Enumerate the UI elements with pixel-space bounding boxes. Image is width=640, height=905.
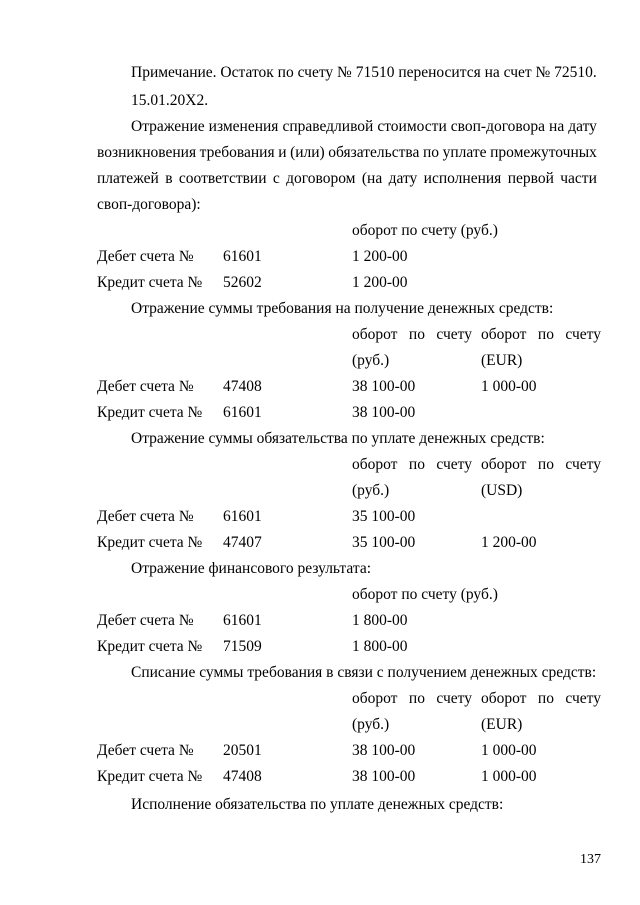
s2-debit-account: 47408 [223, 378, 262, 395]
word: счету [436, 326, 472, 343]
word: (или) [290, 144, 325, 161]
word: счету [565, 456, 601, 473]
s3-unit-rub: (руб.) [352, 482, 390, 499]
word: счету [565, 326, 601, 343]
word: по [537, 690, 554, 707]
word: части [560, 170, 597, 187]
word: по [408, 326, 425, 343]
s2-header-currency [481, 326, 601, 344]
word: промежуточных [490, 144, 597, 161]
s2-credit-rub: 38 100-00 [352, 404, 416, 421]
s5-header-currency [481, 690, 601, 708]
s1-para-last: своп-договора): [97, 196, 201, 213]
s2-debit-label: Дебет счета № [97, 378, 194, 395]
word: дату [568, 118, 597, 135]
word: дату [388, 170, 418, 187]
s5-debit-account: 20501 [223, 742, 262, 759]
word: (на [361, 170, 383, 187]
s5-debit-currency: 1 000-00 [481, 742, 537, 759]
s4-debit-label: Дебет счета № [97, 612, 194, 629]
word: первой [507, 170, 554, 187]
s3-debit-label: Дебет счета № [97, 508, 194, 525]
s5-credit-label: Кредит счета № [97, 768, 203, 785]
s3-debit-account: 61601 [223, 508, 262, 525]
s4-heading: Отражение финансового результата: [131, 560, 372, 577]
word: обязательства [328, 144, 420, 161]
s3-header-currency [481, 456, 601, 474]
s5-unit-rub: (руб.) [352, 716, 390, 733]
s3-credit-rub: 35 100-00 [352, 534, 416, 551]
word: уплате [442, 144, 487, 161]
word: справедливой [282, 118, 374, 135]
s6-heading: Исполнение обязательства по уплате денежных средств: [131, 796, 504, 813]
s1-credit-rub: 1 200-00 [352, 274, 408, 291]
word: оборот [481, 690, 527, 707]
s4-column-header: оборот по счету (руб.) [352, 586, 498, 603]
s5-debit-rub: 38 100-00 [352, 742, 416, 759]
word: по [408, 690, 425, 707]
s1-column-header: оборот по счету (руб.) [352, 222, 498, 239]
s1-debit-rub: 1 200-00 [352, 248, 408, 265]
word: счету [565, 690, 601, 707]
word: на [549, 118, 565, 135]
s5-credit-account: 47408 [223, 768, 262, 785]
s5-credit-currency: 1 000-00 [481, 768, 537, 785]
word: счету [436, 690, 472, 707]
word: возникновения [97, 144, 197, 161]
word: исполнения [423, 170, 502, 187]
word: по [408, 456, 425, 473]
s5-unit-currency: (EUR) [481, 716, 523, 733]
word: по [422, 144, 440, 161]
s2-credit-label: Кредит счета № [97, 404, 203, 421]
s2-unit-rub: (руб.) [352, 352, 390, 369]
word: с [272, 170, 280, 187]
word: и [278, 144, 287, 161]
note-line: Примечание. Остаток по счету № 71510 переносится на счет № 72510. [131, 64, 597, 81]
word: по [537, 456, 554, 473]
word: в [165, 170, 173, 187]
s3-credit-label: Кредит счета № [97, 534, 203, 551]
s1-debit-account: 61601 [223, 248, 262, 265]
word: соответствии [178, 170, 267, 187]
word: изменения [208, 118, 279, 135]
s3-header-rub [352, 456, 472, 474]
s1-para-line-1 [131, 118, 597, 136]
s2-header-rub [352, 326, 472, 344]
s4-debit-account: 61601 [223, 612, 262, 629]
s5-debit-label: Дебет счета № [97, 742, 194, 759]
note-date: 15.01.20X2. [131, 92, 209, 109]
s4-credit-label: Кредит счета № [97, 638, 203, 655]
s1-credit-label: Кредит счета № [97, 274, 203, 291]
word: оборот [481, 456, 527, 473]
word: своп-договора [450, 118, 546, 135]
word: по [537, 326, 554, 343]
s5-credit-rub: 38 100-00 [352, 768, 416, 785]
s5-heading: Списание суммы требования в связи с получением денежных средств: [131, 664, 597, 681]
s1-para-line-2 [97, 144, 597, 162]
word: платежей [97, 170, 159, 187]
s2-debit-currency: 1 000-00 [481, 378, 537, 395]
word: договором [286, 170, 356, 187]
page-number: 137 [580, 852, 601, 867]
s4-credit-account: 71509 [223, 638, 262, 655]
s4-debit-rub: 1 800-00 [352, 612, 408, 629]
word: оборот [352, 690, 398, 707]
word: стоимости [377, 118, 447, 135]
s3-unit-currency: (USD) [481, 482, 523, 499]
word: требования [199, 144, 275, 161]
word: счету [436, 456, 472, 473]
s3-heading: Отражение суммы обязательства по уплате денежных средств: [131, 430, 545, 447]
word: оборот [352, 326, 398, 343]
word: Отражение [131, 118, 205, 135]
s3-credit-account: 47407 [223, 534, 262, 551]
s3-debit-rub: 35 100-00 [352, 508, 416, 525]
s2-credit-account: 61601 [223, 404, 262, 421]
s1-debit-label: Дебет счета № [97, 248, 194, 265]
s2-debit-rub: 38 100-00 [352, 378, 416, 395]
s5-header-rub [352, 690, 472, 708]
s4-credit-rub: 1 800-00 [352, 638, 408, 655]
word: оборот [352, 456, 398, 473]
s2-unit-currency: (EUR) [481, 352, 523, 369]
s3-credit-currency: 1 200-00 [481, 534, 537, 551]
s2-heading: Отражение суммы требования на получение денежных средств: [131, 300, 554, 317]
s1-para-line-3 [97, 170, 597, 188]
s1-credit-account: 52602 [223, 274, 262, 291]
word: оборот [481, 326, 527, 343]
